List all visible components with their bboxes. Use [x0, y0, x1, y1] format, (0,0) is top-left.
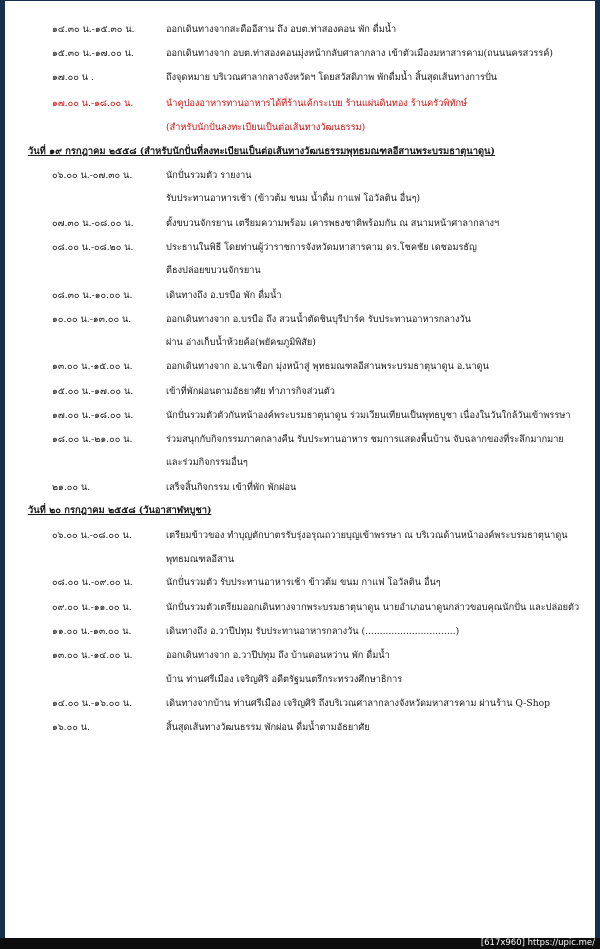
image-host-footer	[0, 938, 600, 949]
row-time: ๑๓.๐๐ น.-๑๕.๐๐ น.	[52, 361, 133, 372]
row-time: ๑๕.๐๐ น.-๑๗.๐๐ น.	[52, 386, 134, 397]
schedule-row	[26, 214, 598, 234]
row-description: ตีธงปล่อยขบวนจักรยาน	[166, 265, 261, 276]
row-time: ๑๗.๐๐ น.-๑๘.๐๐ น.	[52, 410, 134, 421]
schedule-row	[26, 718, 598, 738]
row-time: ๑๖.๐๐ น.	[52, 722, 90, 733]
row-description: ผ่าน อ่างเก็บน้ำห้วยค้อ(พยัคฆภูมิพิสัย)	[166, 337, 316, 348]
row-description: พุทธมณฑลอีสาน	[166, 554, 235, 565]
schedule-row	[26, 430, 598, 450]
day2-heading: วันที่ ๑๙ กรกฎาคม ๒๕๕๘ (สำหรับนักปั่นที่ลงทะเบียนเป็นต่อเส้นทางวัฒนธรรมพุทธมณฑลอีสานพระบรมธาตุนาดูน)	[28, 146, 495, 157]
row-description: เสร็จสิ้นกิจกรรม เข้าที่พัก พักผ่อน	[166, 482, 297, 493]
schedule-row	[26, 286, 598, 306]
schedule-row	[26, 526, 598, 546]
schedule-row	[26, 694, 598, 714]
schedule-row	[26, 406, 598, 426]
row-description: นักปั่นรวมตัว รายงาน	[166, 170, 252, 181]
row-time: ๑๗.๐๐ น .	[52, 72, 94, 83]
row-time: ๐๖.๐๐ น.-๐๗.๓๐ น.	[52, 170, 133, 181]
row-time: ๐๘.๓๐ น.-๑๐.๐๐ น.	[52, 290, 133, 301]
schedule-row	[26, 598, 598, 618]
row-description: ออกเดินทางจาก อ.นาเชือก มุ่งหน้าสู่ พุทธมณฑลอีสานพระบรมธาตุนาดูน อ.นาดูน	[166, 361, 489, 372]
row-description: ออกเดินทางจากสะดืออีสาน ถึง อบต.ท่าสองคอน พัก ดื่มน้ำ	[166, 24, 397, 35]
schedule-row	[26, 478, 598, 498]
schedule-row	[26, 550, 598, 570]
row-description: ตั้งขบวนจักรยาน เตรียมความพร้อม เคารพธงชาติพร้อมกัน ณ สนามหน้าศาลากลางฯ	[166, 218, 500, 229]
schedule-row-note	[26, 118, 598, 138]
row-time: ๑๓.๐๐ น.-๑๔.๐๐ น.	[52, 650, 133, 661]
schedule-row	[26, 573, 598, 593]
schedule-document	[26, 20, 598, 930]
schedule-row	[26, 189, 598, 209]
row-time: ๐๗.๓๐ น.-๐๘.๐๐ น.	[52, 218, 134, 229]
day3-heading: วันที่ ๒๐ กรกฎาคม ๒๕๕๘ (วันอาสาฬหบูชา)	[28, 505, 212, 516]
row-description: และร่วมกิจกรรมอื่นๆ	[166, 457, 248, 468]
row-description: เดินทางถึง อ.วาปีปทุม รับประทานอาหารกลางวัน (...............................)	[166, 626, 460, 637]
row-time: ๑๕.๓๐ น.-๑๗.๐๐ น.	[52, 48, 134, 59]
row-time: ๐๘.๐๐ น.-๐๙.๐๐ น.	[52, 577, 133, 588]
schedule-row	[26, 20, 598, 40]
row-description: ร่วมสนุกกับกิจกรรมภาคกลางคืน รับประทานอาหาร ชมการแสดงพื้นบ้าน จับฉลากของที่ระลึกมากมาย	[166, 434, 564, 445]
schedule-row	[26, 44, 598, 64]
row-description: นำคูปองอาหารทานอาหารได้ที่ร้านเค้กระเบย ร้านแผ่นดินทอง ร้านครัวพิทักษ์	[166, 98, 468, 109]
row-description: บ้าน ท่านศรีเมือง เจริญศิริ อดีตรัฐมนตรีกระทรวงศึกษาธิการ	[166, 674, 403, 685]
schedule-row-highlight	[26, 94, 598, 114]
schedule-row	[26, 166, 598, 186]
row-time: ๑๔.๐๐ น.-๑๖.๐๐ น.	[52, 698, 133, 709]
row-time: ๐๘.๐๐ น.-๐๘.๒๐ น.	[52, 242, 134, 253]
schedule-row	[26, 646, 598, 666]
schedule-row	[26, 238, 598, 258]
row-description: เตรียมข้าวของ ทำบุญตักบาตรรับรุ่งอรุณถวายบุญเข้าพรรษา ณ บริเวณด้านหน้าองค์พระบรมธาตุนาดูน	[166, 530, 568, 541]
schedule-row	[26, 68, 598, 88]
row-time: ๑๔.๓๐ น.-๑๕.๓๐ น.	[52, 24, 135, 35]
row-time: ๑๐.๐๐ น.-๑๓.๐๐ น.	[52, 314, 132, 325]
row-description: (สำหรับนักปั่นลงทะเบียนเป็นต่อเส้นทางวัฒนธรรม)	[166, 122, 366, 133]
schedule-row	[26, 382, 598, 402]
row-description: ออกเดินทางจาก อบต.ท่าสองคอนมุ่งหน้ากลับศาลากลาง เข้าตัวเมืองมหาสารคาม(ถนนนครสวรรค์)	[166, 48, 553, 59]
schedule-row	[26, 310, 598, 330]
row-time: ๑๑.๐๐ น.-๑๓.๐๐ น.	[52, 626, 132, 637]
row-description: ถึงจุดหมาย บริเวณศาลากลางจังหวัดฯ โดยสวัสดิภาพ พักดื่มน้ำ สิ้นสุดเส้นทางการปั่น	[166, 72, 498, 83]
row-description: ออกเดินทางจาก อ.วาปีปทุม ถึง บ้านดอนหว่าน พัก ดื่มน้ำ	[166, 650, 390, 661]
row-time: ๑๗.๐๐ น.-๑๘.๐๐ น.	[52, 98, 134, 109]
schedule-row	[26, 670, 598, 690]
schedule-row	[26, 261, 598, 281]
row-time: ๑๘.๐๐ น.-๒๑.๐๐ น.	[52, 434, 133, 445]
row-time: ๐๖.๐๐ น.-๐๘.๐๐ น.	[52, 530, 132, 541]
row-description: ออกเดินทางจาก อ.บรบือ ถึง สวนน้ำตัดชินบุรีปาร์ค รับประทานอาหารกลางวัน	[166, 314, 471, 325]
row-description: ประธานในพิธี โดยท่านผู้ว่าราชการจังหวัดมหาสารคาม ดร.โชคชัย เดชอมรธัญ	[166, 242, 477, 253]
footer-text[interactable]: [617x960] https://upic.me/	[480, 938, 595, 948]
row-description: นักปั่นรวมตัวตัวกันหน้าองค์พระบรมธาตุนาดูน ร่วมเวียนเทียนเป็นพุทธบูชา เนื่องในวันใกล้วันเข้าพรรษา	[166, 410, 571, 421]
row-description: นักปั่นรวมตัว รับประทานอาหารเช้า ข้าวต้ม ขนม กาแฟ โอวัลติน อื่นๆ	[166, 577, 441, 588]
schedule-row	[26, 333, 598, 353]
schedule-row	[26, 357, 598, 377]
row-description: รับประทานอาหารเช้า (ข้าวต้ม ขนม น้ำดื่ม กาแฟ โอวัลติน อื่นๆ)	[166, 193, 421, 204]
schedule-row	[26, 622, 598, 642]
row-time: ๒๑.๐๐ น.	[52, 482, 91, 493]
row-description: เดินทางถึง อ.บรบือ พัก ดื่มน้ำ	[166, 290, 282, 301]
row-description: เดินทางจากบ้าน ท่านศรีเมือง เจริญศิริ ถึงบริเวณศาลากลางจังหวัดมหาสารคาม ผ่านร้าน Q-Shop	[166, 698, 551, 709]
row-description: นักปั่นรวมตัวเตรียมออกเดินทางจากพระบรมธาตุนาดูน นายอำเภอนาดูนกล่าวขอบคุณนักปั่น และปล่อยตัว	[166, 602, 580, 613]
row-description: เข้าที่พักผ่อนตามอัธยาศัย ทำภารกิจส่วนตัว	[166, 386, 335, 397]
row-time: ๐๙.๐๐ น.-๑๑.๐๐ น.	[52, 602, 132, 613]
row-description: สิ้นสุดเส้นทางวัฒนธรรม พักผ่อน ดื่มน้ำตามอัธยาศัย	[166, 722, 370, 733]
schedule-row	[26, 453, 598, 473]
